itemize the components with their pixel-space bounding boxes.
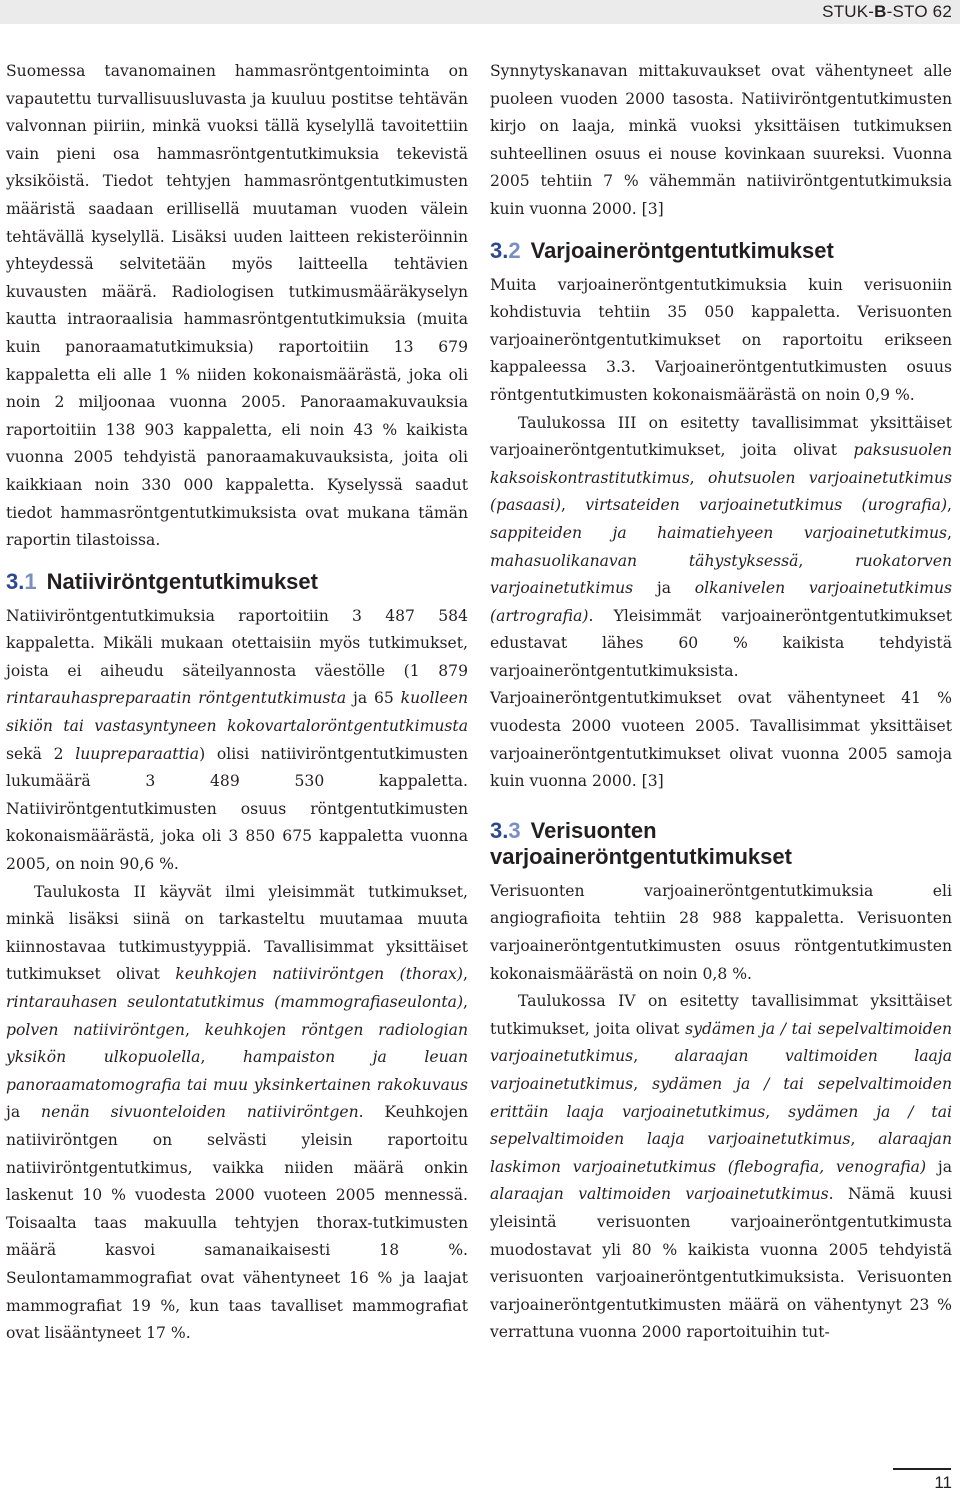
paragraph-table-iv: Taulukossa IV on esitetty tavallisimmat yksittäiset tutkimukset, joita olivat sydämen ja / tai sepelvaltimoiden varjoainetutkimus, alaraajan valtimoiden laaja varjoainetutkimus, sydämen ja / tai sepelvaltimoiden erittäin laaja varjoainetutkimus, sydämen ja / tai sepelvaltimoiden laaja varjoainetutkimus, alaraajan laskimon varjoainetutkimus (flebografia, venografia) ja alaraajan valtimoiden varjoainetutkimus. Nämä kuusi yleisintä verisuonten varjoaineröntgentutkimusta muodostavat yli 80 % kaikista vuonna 2005 tehdyistä verisuonten varjoaineröntgentutkimuksista. Verisuonten varjoaineröntgentutkimusten määrä on vähentynyt 23 % verrattuna vuonna 2000 raportoituihin tut- <box>490 992 952 1342</box>
left-column <box>6 58 468 1348</box>
paragraph-contrast-count: Muita varjoaineröntgentutkimuksia kuin verisuoniin kohdistuvia tehtiin 35 050 kappaletta. Verisuonten varjoaineröntgentutkimukset on raportoitu erikseen kappaleessa 3.3. Varjoaineröntgentutkimusten osuus röntgentutkimusten kokonaismäärästä on noin 0,9 %. <box>490 275 952 404</box>
heading-3-1 <box>6 569 468 595</box>
right-column <box>490 58 952 1347</box>
heading-3-2 <box>490 238 952 264</box>
series-prefix: STUK- <box>822 2 875 21</box>
section-title: Verisuonten varjoaineröntgentutkimukset <box>490 817 792 869</box>
page-number: 11 <box>934 1473 952 1492</box>
section-number: 3.1 <box>6 568 37 594</box>
series-letter: B <box>874 2 887 21</box>
paragraph-birth-canal: Synnytyskanavan mittakuvaukset ovat vähentyneet alle puoleen vuoden 2000 tasosta. Natiiviröntgentutkimusten kirjo on laaja, minkä vuoksi yksittäisen tutkimuksen suhteellinen osuus ei nouse kovinkaan suureksi. Vuonna 2005 tehtiin 7 % vähemmän natiiviröntgentutkimuksia kuin vuonna 2000. [3] <box>490 62 952 218</box>
section-number: 3.2 <box>490 237 521 263</box>
section-title: Varjoaineröntgentutkimukset <box>530 237 834 263</box>
paragraph-angiography-count: Verisuonten varjoaineröntgentutkimuksia eli angiografioita tehtiin 28 988 kappaletta. Verisuonten varjoaineröntgentutkimusten osuus röntgentutkimusten kokonaismäärästä on noin 0,8 %. <box>490 881 952 983</box>
section-title: Natiiviröntgentutkimukset <box>46 568 318 594</box>
paragraph-table-iii: Taulukossa III on esitetty tavallisimmat yksittäiset varjoaineröntgentutkimukset, joita olivat paksusuolen kaksoiskontrastitutkimus, ohutsuolen varjoainetutkimus (pasaasi), virtsateiden varjoainetutkimus (urografia), sappiteiden ja haimatiehyeen varjoainetutkimus, mahasuolikanavan tähystyksessä, ruokatorven varjoainetutkimus ja olkanivelen varjoainetutkimus (artrografia). Yleisimmät varjoaineröntgentutkimukset edustavat lähes 60 % kaikista tehdyistä varjoaineröntgentutkimuksista. Varjoaineröntgentutkimukset ovat vähentyneet 41 % vuodesta 2000 vuoteen 2005. Tavallisimmat yksittäiset varjoaineröntgentutkimukset olivat vuonna 2005 samoja kuin vuonna 2000. [3] <box>490 413 953 791</box>
heading-3-3 <box>490 818 952 870</box>
paragraph-dental-xray: Suomessa tavanomainen hammasröntgentoiminta on vapautettu turvallisuusluvasta ja kuuluu postitse tehtävän valvonnan piiriin, minkä vuoksi tällä kyselyllä tavoitettiin vain pieni osa hammasröntgentutkimuksia tekevistä yksiköistä. Tiedot tehtyjen hammasröntgentutkimusten määristä saadaan erillisellä muutaman vuoden välein tehtävällä kyselyllä. Lisäksi uuden laitteen rekisteröinnin yhteydessä selvitetään myös laitteella tehtävien kuvausten määrä. Radiologisen tutkimusmääräkyselyn kautta intraoraalisia hammasröntgentutkimuksia (muita kuin panoraamatutkimuksia) raportoitiin 13 679 kappaletta eli alle 1 % niiden kokonaismäärästä, joka oli noin 2 miljoonaa vuonna 2005. Panoraamakuvauksia raportoitiin 138 903 kappaletta, eli noin 43 % kaikista vuonna 2005 tehdyistä panoraamakuvauksista, joita oli kaikkiaan noin 330 000 kappaletta. Kyselyssä saadut tiedot hammasröntgentutkimuksista ovat mukana tämän raportin tilastoissa. <box>6 62 468 550</box>
paragraph-native-count: Natiiviröntgentutkimuksia raportoitiin 3 487 584 kappaletta. Mikäli mukaan otettaisiin myös tutkimukset, joista ei aiheudu säteilyannosta väestölle (1 879 rintarauhaspreparaatin röntgentutkimusta ja 65 kuolleen sikiön tai vastasyntyneen kokovartaloröntgentutkimusta sekä 2 luupreparaattia) olisi natiiviröntgentutkimusten lukumäärä 3 489 530 kappaletta. Natiiviröntgentutkimusten osuus röntgentutkimusten kokonaismäärästä, joka oli 3 850 675 kappaletta vuonna 2005, on noin 90,6 %. <box>6 606 468 874</box>
section-number: 3.3 <box>490 817 521 843</box>
page-number-rule <box>893 1468 951 1470</box>
paragraph-table-ii: Taulukosta II käyvät ilmi yleisimmät tutkimukset, minkä lisäksi siinä on tarkasteltu muutamaa muuta kiinnostavaa tutkimustyyppiä. Tavallisimmat yksittäiset tutkimukset olivat keuhkojen natiiviröntgen (thorax), rintarauhasen seulontatutkimus (mammografiaseulonta), polven natiiviröntgen, keuhkojen röntgen radiologian yksikön ulkopuolella, hampaiston ja leuan panoraamatomografia tai muu yksinkertainen rakokuvaus ja nenän sivuonteloiden natiiviröntgen. Keuhkojen natiiviröntgen on selvästi yleisin raportoitu natiiviröntgentutkimus, vaikka niiden määrä onkin laskenut 10 % vuodesta 2000 vuoteen 2005 mennessä. Toisaalta taas makuulla tehtyjen thorax-tutkimusten määrä kasvoi samanaikaisesti 18 %. Seulontamammografiat ovat vähentyneet 16 % ja laajat mammografiat 19 %, kun taas tavalliset mammografiat ovat lisääntyneet 17 %. <box>6 882 468 1343</box>
series-suffix: -STO 62 <box>886 2 952 21</box>
header-bar <box>0 0 960 24</box>
report-series <box>822 2 952 22</box>
